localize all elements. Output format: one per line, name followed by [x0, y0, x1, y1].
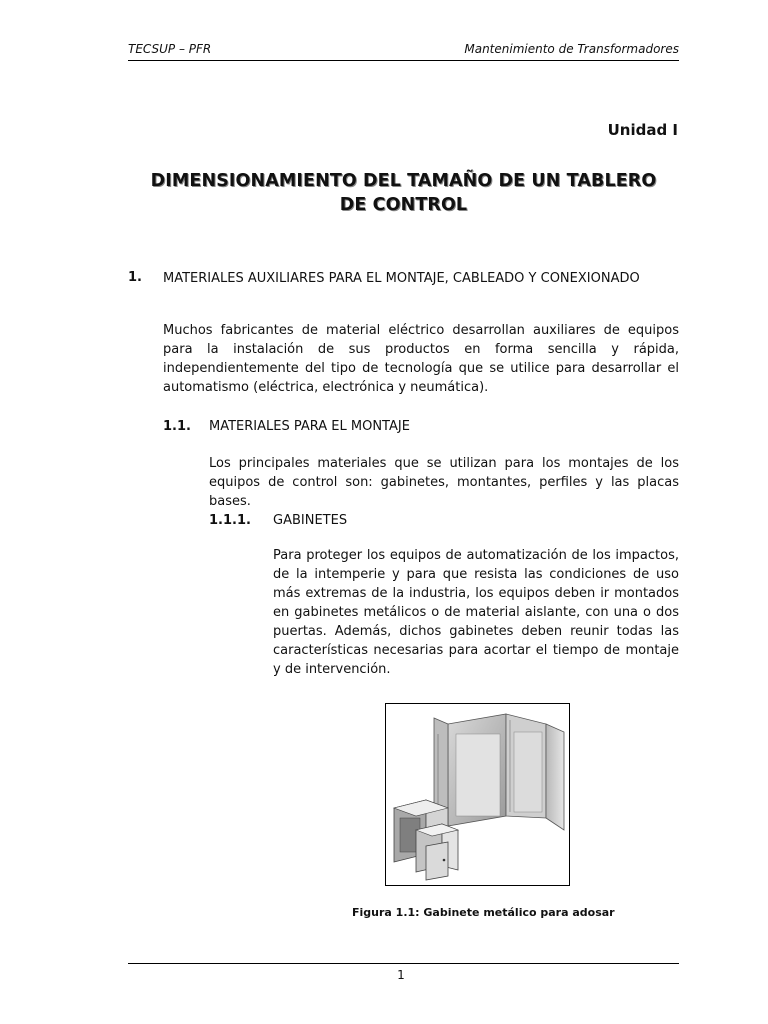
cabinet-figure — [385, 703, 570, 886]
section-title: MATERIALES AUXILIARES PARA EL MONTAJE, CABLEADO Y CONEXIONADO — [163, 271, 640, 286]
header-left: TECSUP – PFR — [128, 42, 212, 56]
subsection-title: MATERIALES PARA EL MONTAJE — [209, 419, 410, 434]
subsection-paragraph: Los principales materiales que se utilizan para los montajes de los equipos de control son: gabinetes, montantes, perfiles y las placas bases. — [209, 456, 679, 509]
subsubsection-title: GABINETES — [273, 513, 348, 528]
subsubsection-number: 1.1.1. — [209, 513, 251, 528]
subsubsection-paragraph: Para proteger los equipos de automatización de los impactos, de la intemperie y para que resista las condiciones de uso más extremas de la industria, los equipos deben ir montados en gabinetes metálicos o de material aislante, con una o dos puertas. Además, dichos gabinetes deben reunir todas las características necesarias para acortar el tiempo de montaje y de intervención. — [273, 548, 679, 677]
page-title — [128, 169, 679, 217]
subsection-number: 1.1. — [163, 419, 191, 434]
section-paragraph: Muchos fabricantes de material eléctrico desarrollan auxiliares de equipos para la instalación de sus productos en forma sencilla y rápida, independientemente del tipo de tecnología que se utilice para desarrollar el automatismo (eléctrica, electrónica y neumática). — [163, 323, 679, 395]
title-line-2: DE CONTROL — [339, 195, 468, 215]
header-right: Mantenimiento de Transformadores — [464, 42, 679, 56]
page-number: 1 — [397, 968, 405, 982]
figure-caption: Figura 1.1: Gabinete metálico para adosar — [352, 906, 615, 919]
unit-label: Unidad I — [607, 121, 678, 139]
cabinet-illustration — [386, 704, 569, 885]
page-header — [128, 40, 679, 61]
footer-divider — [128, 963, 679, 964]
section-number: 1. — [128, 270, 142, 285]
title-line-1: DIMENSIONAMIENTO DEL TAMAÑO DE UN TABLERO — [150, 171, 657, 191]
